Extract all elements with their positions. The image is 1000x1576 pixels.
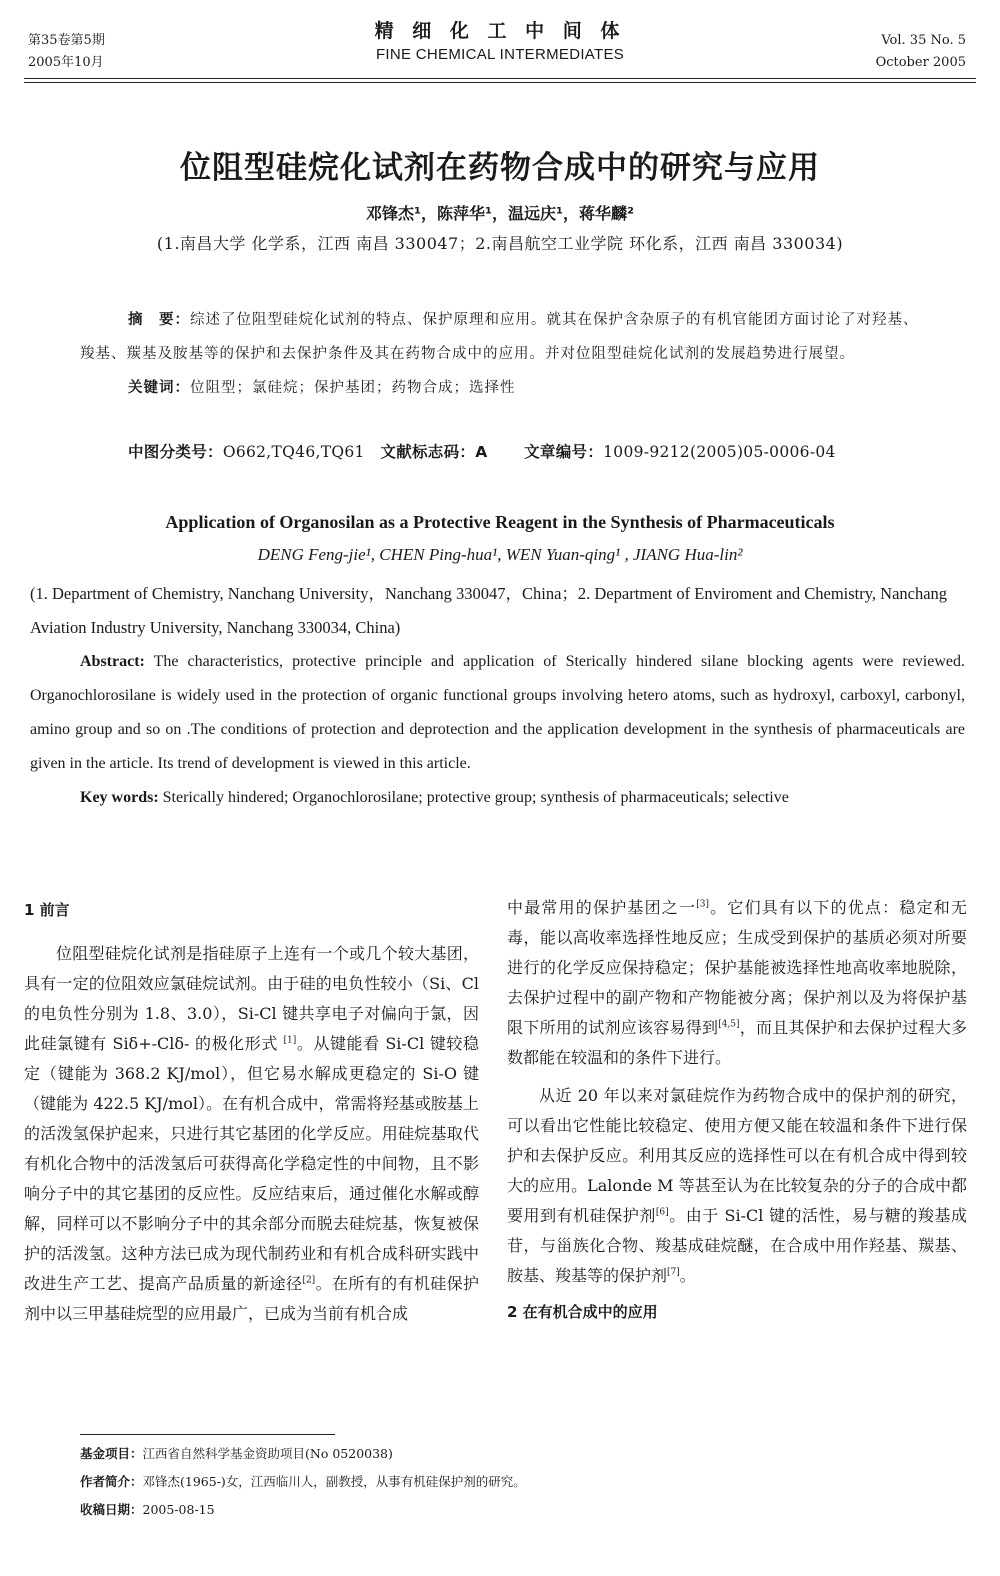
english-keywords: Sterically hindered; Organochlorosilane; protective group; synthesis of pharmaceuticals; selective: [162, 789, 789, 806]
english-affiliation: (1. Department of Chemistry, Nanchang University，Nanchang 330047，China；2. Department of Enviroment and Chemistry, Nanchang Aviation Industry University, Nanchang 330034, China): [30, 584, 948, 637]
paper-title: 位阻型硅烷化试剂在药物合成中的研究与应用: [180, 150, 820, 186]
footnote-rule: [80, 1434, 335, 1435]
clc-value: O662,TQ46,TQ61: [222, 443, 365, 461]
fund-label: 基金项目：: [80, 1446, 143, 1461]
header-rule: [24, 78, 976, 79]
paper-authors: 邓锋杰¹，陈萍华¹，温远庆¹，蒋华麟²: [365, 204, 635, 223]
journal-name-cn: 精 细 化 工 中 间 体: [374, 20, 626, 42]
clc-label: 中图分类号：: [128, 443, 223, 461]
article-no-value: 1009-9212(2005)05-0006-04: [603, 443, 836, 461]
keywords-cn: 位阻型；氯硅烷；保护基团；药物合成；选择性: [190, 380, 516, 396]
body-text: ，而且其保护和去保护过程大多数都能在较温和的条件下进行。: [507, 1018, 967, 1067]
abstract-cn-text: 综述了位阻型硅烷化试剂的特点、保护原理和应用。就其在保护含杂原子的有机官能团方面讨论了对羟基、羧基、羰基及胺基等的保护和去保护条件及其在药物合成中的应用。并对位阻型硅烷化试剂的发展趋势进行展望。: [80, 312, 919, 362]
english-abstract-text: The characteristics, protective principle and application of Sterically hindered silane blocking agents were reviewed. Organochlorosilane is widely used in the protection of organic functional groups involving hetero atoms, such as hydroxyl, carboxyl, carbonyl, amino group and so on .The conditions of protection and deprotection and the application development in the synthesis of pharmaceuticals are given in the article. Its trend of development is viewed in this article.: [30, 653, 965, 772]
body-text: 。在所有的有机硅保护剂中以三甲基硅烷型的应用最广，已成为当前有机合成: [24, 1274, 479, 1323]
citation[interactable]: [1]: [283, 1035, 297, 1046]
english-abstract-label: Abstract:: [80, 653, 145, 670]
header-date-cn: 2005年10月: [28, 55, 104, 70]
english-authors: DENG Feng-jie¹, CHEN Ping-hua¹, WEN Yuan-qing¹ , JIANG Hua-lin²: [257, 545, 743, 564]
citation[interactable]: [6]: [655, 1207, 669, 1218]
body-text: 位阻型硅烷化试剂是指硅原子上连有一个或几个较大基团，具有一定的位阻效应氯硅烷试剂。由于硅的电负性较小（Si、Cl 的电负性分别为 1.8、3.0），Si-Cl 键共享电子对偏向于氯，因此硅氯键有 Siδ+-Clδ- 的极化形式: [24, 944, 479, 1053]
citation[interactable]: [4,5]: [718, 1019, 740, 1030]
body-text: 。: [679, 1266, 696, 1285]
body-text: 中最常用的保护基团之一: [507, 898, 697, 917]
journal-name-en: FINE CHEMICAL INTERMEDIATES: [375, 46, 625, 63]
body-text: 。它们具有以下的优点：稳定和无毒，能以高收率选择性地反应；生成受到保护的基质必须对所要进行的化学反应保持稳定；保护基能被选择性地高收率地脱除，去保护过程中的副产物和产物能被分离；保护剂以及为将保护基限下所用的试剂应该容易得到: [507, 898, 967, 1037]
header-volume-issue: [28, 30, 105, 74]
english-title: Application of Organosilan as a Protective Reagent in the Synthesis of Pharmaceuticals: [165, 512, 835, 532]
body-text: 从近 20 年以来对氯硅烷作为药物合成中的保护剂的研究，可以看出它性能比较稳定、使用方便又能在较温和条件下进行保护和去保护反应。利用其反应的选择性可以在有机合成中得到较大的应用。Lalonde M 等甚至认为在比较复杂的分子的合成中都要用到有机硅保护剂: [507, 1086, 967, 1225]
citation[interactable]: [3]: [696, 899, 709, 910]
footnotes: [80, 1440, 526, 1524]
keywords-cn-label: 关键词：: [128, 380, 190, 396]
paper-affiliation: (1.南昌大学 化学系，江西 南昌 330047；2.南昌航空工业学院 环化系，江西 南昌 330034): [156, 234, 844, 253]
header-volume-en-text: Vol. 35 No. 5: [881, 33, 966, 48]
section-heading-2: 2 在有机合成中的应用: [507, 1303, 658, 1321]
body-paragraph: [24, 939, 479, 1329]
abstract-cn-label: 摘 要：: [128, 312, 190, 328]
classification-line: [128, 440, 948, 462]
body-text: 。从键能看 Si-Cl 键较稳定（键能为 368.2 KJ/mol），但它易水解成更稳定的 Si-O 键（键能为 422.5 KJ/mol）。在有机合成中，常需将羟基或胺基上的活泼氢保护起来，只进行其它基团的化学反应。用硅烷基取代有机化合物中的活泼氢后可获得高化学稳定性的中间物，且不影响分子中的其它基团的反应性。反应结束后，通过催化水解或醇解，同样可以不影响分子中的其余部分而脱去硅烷基，恢复被保护的活泼氢。这种方法已成为现代制药业和有机合成科研实践中改进生产工艺、提高产品质量的新途径: [24, 1034, 479, 1293]
fund-text: 江西省自然科学基金资助项目(No 0520038): [142, 1446, 393, 1461]
article-no-label: 文章编号：: [524, 443, 604, 461]
header-volume-cn: 第35卷第5期: [28, 33, 105, 48]
citation[interactable]: [7]: [667, 1267, 680, 1278]
english-abstract: [30, 645, 965, 815]
received-date-label: 收稿日期：: [80, 1502, 143, 1517]
body-paragraph: [507, 893, 967, 1073]
header-date-en: October 2005: [875, 55, 966, 70]
header-volume-en: [876, 30, 966, 74]
author-bio-text: 邓锋杰(1965-)女，江西临川人，副教授，从事有机硅保护剂的研究。: [142, 1474, 526, 1489]
body-paragraph: [507, 1081, 967, 1291]
section-heading-1: 1 前言: [24, 901, 70, 919]
header-rule-thin: [24, 82, 976, 83]
body-column-left: [24, 895, 479, 1329]
body-text: 。由于 Si-Cl 键的活性，易与糖的羧基成苷，与甾族化合物、羧基成硅烷醚，在合成中用作羟基、羰基、胺基、羧基等的保护剂: [507, 1206, 967, 1285]
header-journal: [300, 18, 700, 66]
body-column-right: [507, 893, 967, 1327]
abstract-cn: [80, 303, 920, 405]
received-date: 2005-08-15: [142, 1502, 215, 1517]
doc-code-value: A: [475, 443, 488, 461]
doc-code-label: 文献标志码：: [380, 443, 476, 461]
citation[interactable]: [2]: [302, 1275, 316, 1286]
english-keywords-label: Key words:: [80, 789, 159, 806]
author-bio-label: 作者简介：: [80, 1474, 143, 1489]
